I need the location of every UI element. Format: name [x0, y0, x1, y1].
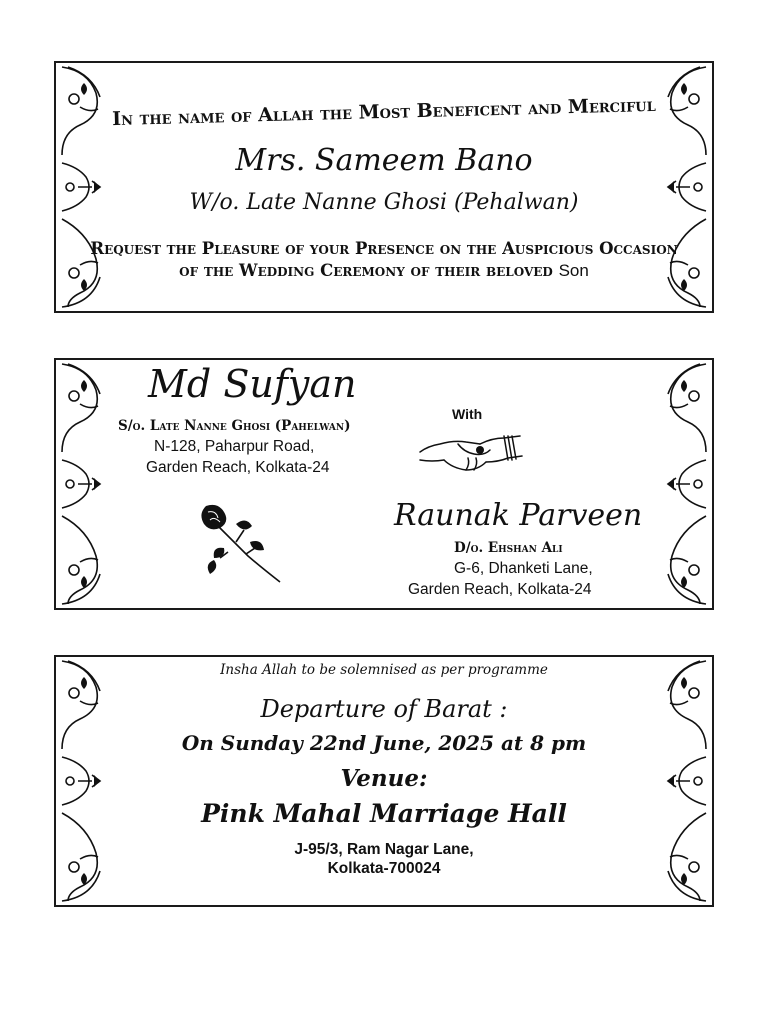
with-label: With [452, 406, 483, 422]
couple-card [54, 358, 714, 610]
invitation-header-card [54, 61, 714, 313]
request-line-2-suffix: Son [558, 261, 589, 280]
request-line-1: Request the Pleasure of your Presence on the Auspicious Occasion [90, 239, 678, 258]
groom-name: Md Sufyan [148, 362, 357, 406]
event-datetime: On Sunday 22nd June, 2025 at 8 pm [181, 731, 587, 755]
rose-icon [184, 502, 284, 586]
bride-address-line-1: G-6, Dhanketi Lane, [454, 560, 593, 577]
joined-hands-icon [418, 422, 524, 476]
ornate-border-left-icon [58, 360, 114, 608]
programme-card [54, 655, 714, 907]
bride-name: Raunak Parveen [394, 498, 643, 533]
groom-address-line-1: N-128, Paharpur Road, [154, 438, 315, 455]
request-line-2-prefix: of the Wedding Ceremony of their beloved [179, 261, 553, 280]
bride-parent: D/o. Ehshan Ali [454, 540, 563, 556]
host-relation: W/o. Late Nanne Ghosi (Pehalwan) [189, 190, 579, 215]
groom-parent: S/o. Late Nanne Ghosi (Pahelwan) [118, 418, 351, 434]
ornate-border-right-icon [654, 360, 710, 608]
groom-address-line-2: Garden Reach, Kolkata-24 [146, 459, 330, 476]
request-line-2 [56, 261, 712, 281]
venue-address-line-2: Kolkata-700024 [327, 860, 441, 877]
programme-intro: Insha Allah to be solemnised as per programme [220, 662, 548, 678]
event-heading: Departure of Barat : [260, 695, 508, 723]
bride-address-line-2: Garden Reach, Kolkata-24 [408, 581, 592, 598]
host-name: Mrs. Sameem Bano [235, 143, 533, 178]
bismillah-line: In the name of Allah the Most Beneficent and Merciful [111, 93, 657, 131]
venue-label: Venue: [340, 765, 428, 792]
venue-address-line-1: J-95/3, Ram Nagar Lane, [294, 841, 474, 858]
venue-name: Pink Mahal Marriage Hall [201, 799, 567, 828]
